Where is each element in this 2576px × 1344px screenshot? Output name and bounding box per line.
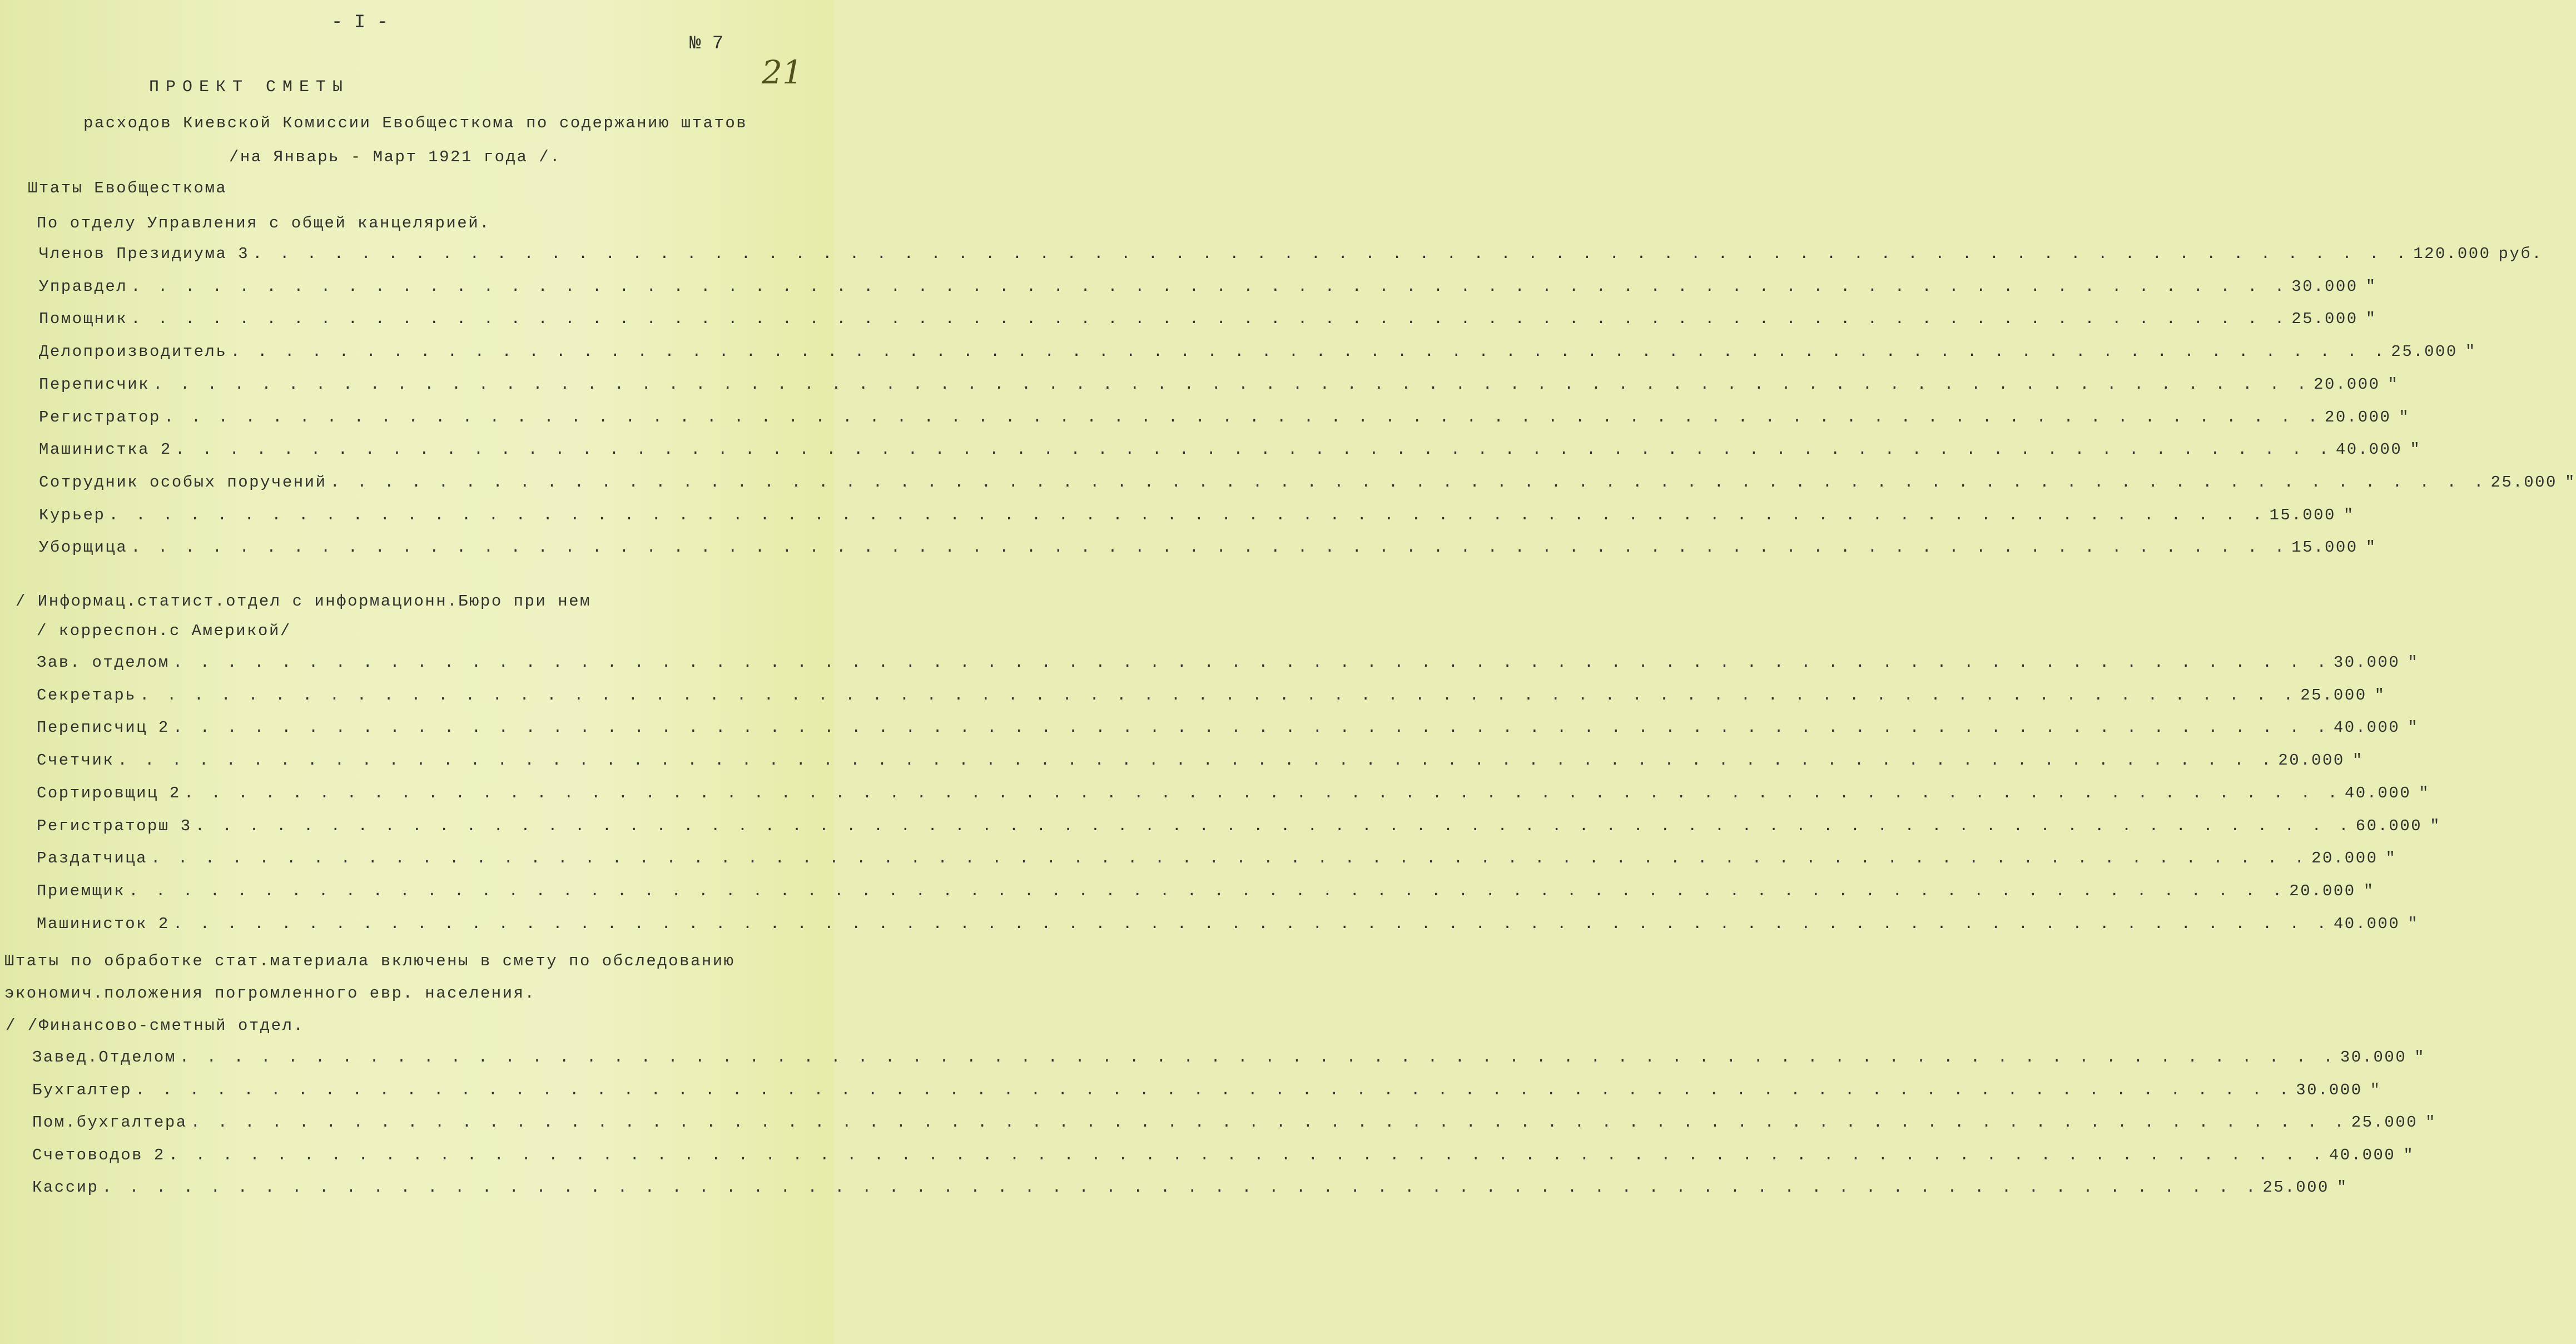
dot-leader: . . . . . . . . . . . . . . . . . . . . . . . . . . . . . . . . . . . . . . . . . . . . . . . . . . . . . . . . . . . . . . . . . . . . . . . . . . . . . . . . (168, 1145, 2326, 1164)
line-item-label: Зав. отделом (37, 653, 170, 672)
line-item (37, 849, 2397, 871)
line-item (37, 686, 2386, 708)
line-item-amount: 40.000 (2329, 1145, 2396, 1164)
line-item-unit: " (2410, 440, 2421, 459)
line-item-amount: 25.000 (2262, 1178, 2329, 1197)
dot-leader: . . . . . . . . . . . . . . . . . . . . . . . . . . . . . . . . . . . . . . . . . . . . . . . . . . . . . . . . . . . . . . . . . . . . . . . . . . . . . . . . (230, 343, 2388, 361)
line-item-unit: " (2370, 1080, 2381, 1099)
line-item-label: Делопроизводитель (39, 343, 227, 361)
line-item (32, 1113, 2437, 1135)
line-item-unit: " (2425, 1113, 2437, 1132)
line-item-amount: 20.000 (2325, 408, 2391, 426)
document-title: ПРОЕКТ СМЕТЫ (149, 78, 350, 97)
dot-leader: . . . . . . . . . . . . . . . . . . . . . . . . . . . . . . . . . . . . . . . . . . . . . . . . . . . . . . . . . . . . . . . . . . . . . . . . . . . . . . . . (117, 751, 2275, 770)
line-item-label: Членов Президиума 3 (39, 245, 250, 263)
dot-leader: . . . . . . . . . . . . . . . . . . . . . . . . . . . . . . . . . . . . . . . . . . . . . . . . . . . . . . . . . . . . . . . . . . . . . . . . . . . . . . . . (128, 881, 2286, 900)
line-item-unit: " (2408, 718, 2419, 737)
line-item (39, 310, 2377, 332)
line-item (39, 375, 2399, 398)
note-line-2: экономич.положения погромленного евр. населения. (4, 984, 536, 1003)
line-item-amount: 15.000 (2291, 538, 2358, 557)
dot-leader: . . . . . . . . . . . . . . . . . . . . . . . . . . . . . . . . . . . . . . . . . . . . . . . . . . . . . . . . . . . . . . . . . . . . . . . . . . . . . . . . (135, 1080, 2293, 1099)
line-item-unit: " (2408, 914, 2419, 933)
dot-leader: . . . . . . . . . . . . . . . . . . . . . . . . . . . . . . . . . . . . . . . . . . . . . . . . . . . . . . . . . . . . . . . . . . . . . . . . . . . . . . . . (190, 1113, 2348, 1132)
line-item (37, 881, 2375, 904)
line-item-label: Машинистка 2 (39, 440, 172, 459)
line-item-amount: 40.000 (2333, 914, 2400, 933)
line-item-label: Регистратор (39, 408, 161, 426)
dot-leader: . . . . . . . . . . . . . . . . . . . . . . . . . . . . . . . . . . . . . . . . . . . . . . . . . . . . . . . . . . . . . . . . . . . . . . . . . . . . . . . . (131, 310, 2289, 329)
line-item-amount: 20.000 (2278, 751, 2345, 770)
line-item (39, 473, 2576, 495)
line-item-amount: 40.000 (2344, 783, 2411, 802)
line-item (32, 1080, 2381, 1103)
line-item-amount: 30.000 (2333, 653, 2400, 672)
line-item-label: Курьер (39, 505, 106, 524)
line-item (37, 783, 2430, 806)
dot-leader: . . . . . . . . . . . . . . . . . . . . . . . . . . . . . . . . . . . . . . . . . . . . . . . . . . . . . . . . . . . . . . . . . . . . . . . . . . . . . . . . (102, 1178, 2260, 1197)
line-item (37, 751, 2364, 773)
line-item-amount: 15.000 (2269, 505, 2336, 524)
line-item-label: Переписчиц 2 (37, 718, 170, 737)
line-item-label: Кассир (32, 1178, 99, 1197)
dot-leader: . . . . . . . . . . . . . . . . . . . . . . . . . . . . . . . . . . . . . . . . . . . . . . . . . . . . . . . . . . . . . . . . . . . . . . . . . . . . . . . . (330, 473, 2488, 492)
line-item (32, 1145, 2415, 1168)
handwritten-folio-number: 21 (762, 53, 803, 91)
line-item-label: Секретарь (37, 686, 137, 705)
line-item (37, 653, 2419, 676)
line-item (37, 718, 2419, 741)
dot-leader: . . . . . . . . . . . . . . . . . . . . . . . . . . . . . . . . . . . . . . . . . . . . . . . . . . . . . . . . . . . . . . . . . . . . . . . . . . . . . . . . (252, 245, 2410, 263)
line-item-label: Уборщица (39, 538, 128, 557)
section-finance-heading: / /Финансово-сметный отдел. (6, 1016, 305, 1035)
dot-leader: . . . . . . . . . . . . . . . . . . . . . . . . . . . . . . . . . . . . . . . . . . . . . . . . . . . . . . . . . . . . . . . . . . . . . . . . . . . . . . . . (131, 277, 2289, 296)
line-item-amount: 60.000 (2355, 816, 2423, 835)
line-item (39, 440, 2421, 463)
line-item (39, 538, 2377, 561)
line-item-unit: " (2414, 1048, 2426, 1067)
line-item-unit: " (2343, 505, 2355, 524)
line-item-amount: 20.000 (2311, 849, 2378, 868)
line-item-label: Завед.Отделом (32, 1048, 176, 1067)
line-item-unit: " (2430, 816, 2441, 835)
line-item-label: Счетчик (37, 751, 115, 770)
dot-leader: . . . . . . . . . . . . . . . . . . . . . . . . . . . . . . . . . . . . . . . . . . . . . . . . . . . . . . . . . . . . . . . . . . . . . . . . . . . . . . . . (131, 538, 2289, 557)
line-item (39, 277, 2377, 300)
document-subtitle: расходов Киевской Комиссии Евобщесткома по содержанию штатов (83, 114, 748, 132)
line-item (39, 343, 2476, 365)
line-item-label: Раздатчица (37, 849, 148, 868)
line-item-label: Приемщик (37, 881, 126, 900)
line-item-unit: " (2388, 375, 2399, 394)
line-item-amount: 25.000 (2490, 473, 2557, 492)
line-item-label: Сортировщиц 2 (37, 783, 181, 802)
line-item-amount: 40.000 (2333, 718, 2400, 737)
line-item-label: Бухгалтер (32, 1080, 132, 1099)
line-item-amount: 30.000 (2296, 1080, 2362, 1099)
line-item-unit: руб. (2498, 245, 2543, 263)
section-info-subheading: / корреспон.с Америкой/ (37, 622, 291, 640)
line-item-label: Сотрудник особых поручений (39, 473, 327, 492)
dot-leader: . . . . . . . . . . . . . . . . . . . . . . . . . . . . . . . . . . . . . . . . . . . . . . . . . . . . . . . . . . . . . . . . . . . . . . . . . . . . . . . . (183, 783, 2341, 802)
line-item (32, 1178, 2348, 1201)
line-item-unit: " (2365, 277, 2377, 296)
line-item (37, 816, 2441, 839)
line-item-label: Помощник (39, 310, 128, 329)
line-item-unit: " (2363, 881, 2375, 900)
page-number: - I - (331, 12, 389, 33)
line-item-unit: " (2465, 343, 2476, 361)
line-item-amount: 20.000 (2314, 375, 2380, 394)
dot-leader: . . . . . . . . . . . . . . . . . . . . . . . . . . . . . . . . . . . . . . . . . . . . . . . . . . . . . . . . . . . . . . . . . . . . . . . . . . . . . . . . (172, 653, 2330, 672)
line-item-amount: 25.000 (2291, 310, 2358, 329)
line-item-amount: 30.000 (2340, 1048, 2407, 1067)
line-item-label: Управдел (39, 277, 128, 296)
dot-leader: . . . . . . . . . . . . . . . . . . . . . . . . . . . . . . . . . . . . . . . . . . . . . . . . . . . . . . . . . . . . . . . . . . . . . . . . . . . . . . . . (153, 375, 2311, 394)
line-item-unit: " (2385, 849, 2397, 868)
line-item-unit: " (2365, 310, 2377, 329)
dot-leader: . . . . . . . . . . . . . . . . . . . . . . . . . . . . . . . . . . . . . . . . . . . . . . . . . . . . . . . . . . . . . . . . . . . . . . . . . . . . . . . . (163, 408, 2321, 426)
line-item-label: Пом.бухгалтера (32, 1113, 187, 1132)
dot-leader: . . . . . . . . . . . . . . . . . . . . . . . . . . . . . . . . . . . . . . . . . . . . . . . . . . . . . . . . . . . . . . . . . . . . . . . . . . . . . . . . (195, 816, 2352, 835)
line-item (39, 505, 2355, 528)
dot-leader: . . . . . . . . . . . . . . . . . . . . . . . . . . . . . . . . . . . . . . . . . . . . . . . . . . . . . . . . . . . . . . . . . . . . . . . . . . . . . . . . (151, 849, 2309, 868)
line-item-label: Машинисток 2 (37, 914, 170, 933)
line-item (39, 408, 2410, 430)
line-item-label: Регистраторш 3 (37, 816, 192, 835)
dot-leader: . . . . . . . . . . . . . . . . . . . . . . . . . . . . . . . . . . . . . . . . . . . . . . . . . . . . . . . . . . . . . . . . . . . . . . . . . . . . . . . . (172, 914, 2330, 933)
line-item-amount: 20.000 (2289, 881, 2356, 900)
line-item-unit: " (2352, 751, 2364, 770)
section-staff-heading: Штаты Евобщесткома (28, 179, 227, 197)
line-item-label: Счетоводов 2 (32, 1145, 165, 1164)
line-item-amount: 25.000 (2351, 1113, 2418, 1132)
line-item-unit: " (2374, 686, 2386, 705)
line-item-unit: " (2403, 1145, 2415, 1164)
line-item-unit: " (2564, 473, 2576, 492)
section-info-heading: / Информац.статист.отдел с информационн.Бюро при нем (16, 592, 591, 611)
line-item-amount: 25.000 (2300, 686, 2367, 705)
dot-leader: . . . . . . . . . . . . . . . . . . . . . . . . . . . . . . . . . . . . . . . . . . . . . . . . . . . . . . . . . . . . . . . . . . . . . . . . . . . . . . . . (108, 505, 2266, 524)
line-item-amount: 30.000 (2291, 277, 2358, 296)
line-item-unit: " (2365, 538, 2377, 557)
line-item-unit: " (2419, 783, 2430, 802)
document-period: /на Январь - Март 1921 года /. (229, 148, 562, 166)
note-line-1: Штаты по обработке стат.материала включены в смету по обследованию (4, 952, 735, 970)
dot-leader: . . . . . . . . . . . . . . . . . . . . . . . . . . . . . . . . . . . . . . . . . . . . . . . . . . . . . . . . . . . . . . . . . . . . . . . . . . . . . . . . (179, 1048, 2337, 1067)
line-item (32, 1048, 2426, 1070)
line-item (39, 245, 2543, 267)
line-item-amount: 25.000 (2391, 343, 2458, 361)
line-item-unit: " (2408, 653, 2419, 672)
line-item-unit: " (2336, 1178, 2348, 1197)
line-item-amount: 120.000 (2413, 245, 2491, 263)
line-item-label: Переписчик (39, 375, 150, 394)
section-management-heading: По отделу Управления с общей канцелярией. (37, 214, 491, 232)
line-item (37, 914, 2419, 937)
dot-leader: . . . . . . . . . . . . . . . . . . . . . . . . . . . . . . . . . . . . . . . . . . . . . . . . . . . . . . . . . . . . . . . . . . . . . . . . . . . . . . . . (172, 718, 2330, 737)
document-number: № 7 (689, 33, 724, 54)
line-item-unit: " (2399, 408, 2410, 426)
line-item-amount: 40.000 (2335, 440, 2403, 459)
dot-leader: . . . . . . . . . . . . . . . . . . . . . . . . . . . . . . . . . . . . . . . . . . . . . . . . . . . . . . . . . . . . . . . . . . . . . . . . . . . . . . . . (175, 440, 2332, 459)
dot-leader: . . . . . . . . . . . . . . . . . . . . . . . . . . . . . . . . . . . . . . . . . . . . . . . . . . . . . . . . . . . . . . . . . . . . . . . . . . . . . . . . (140, 686, 2297, 705)
